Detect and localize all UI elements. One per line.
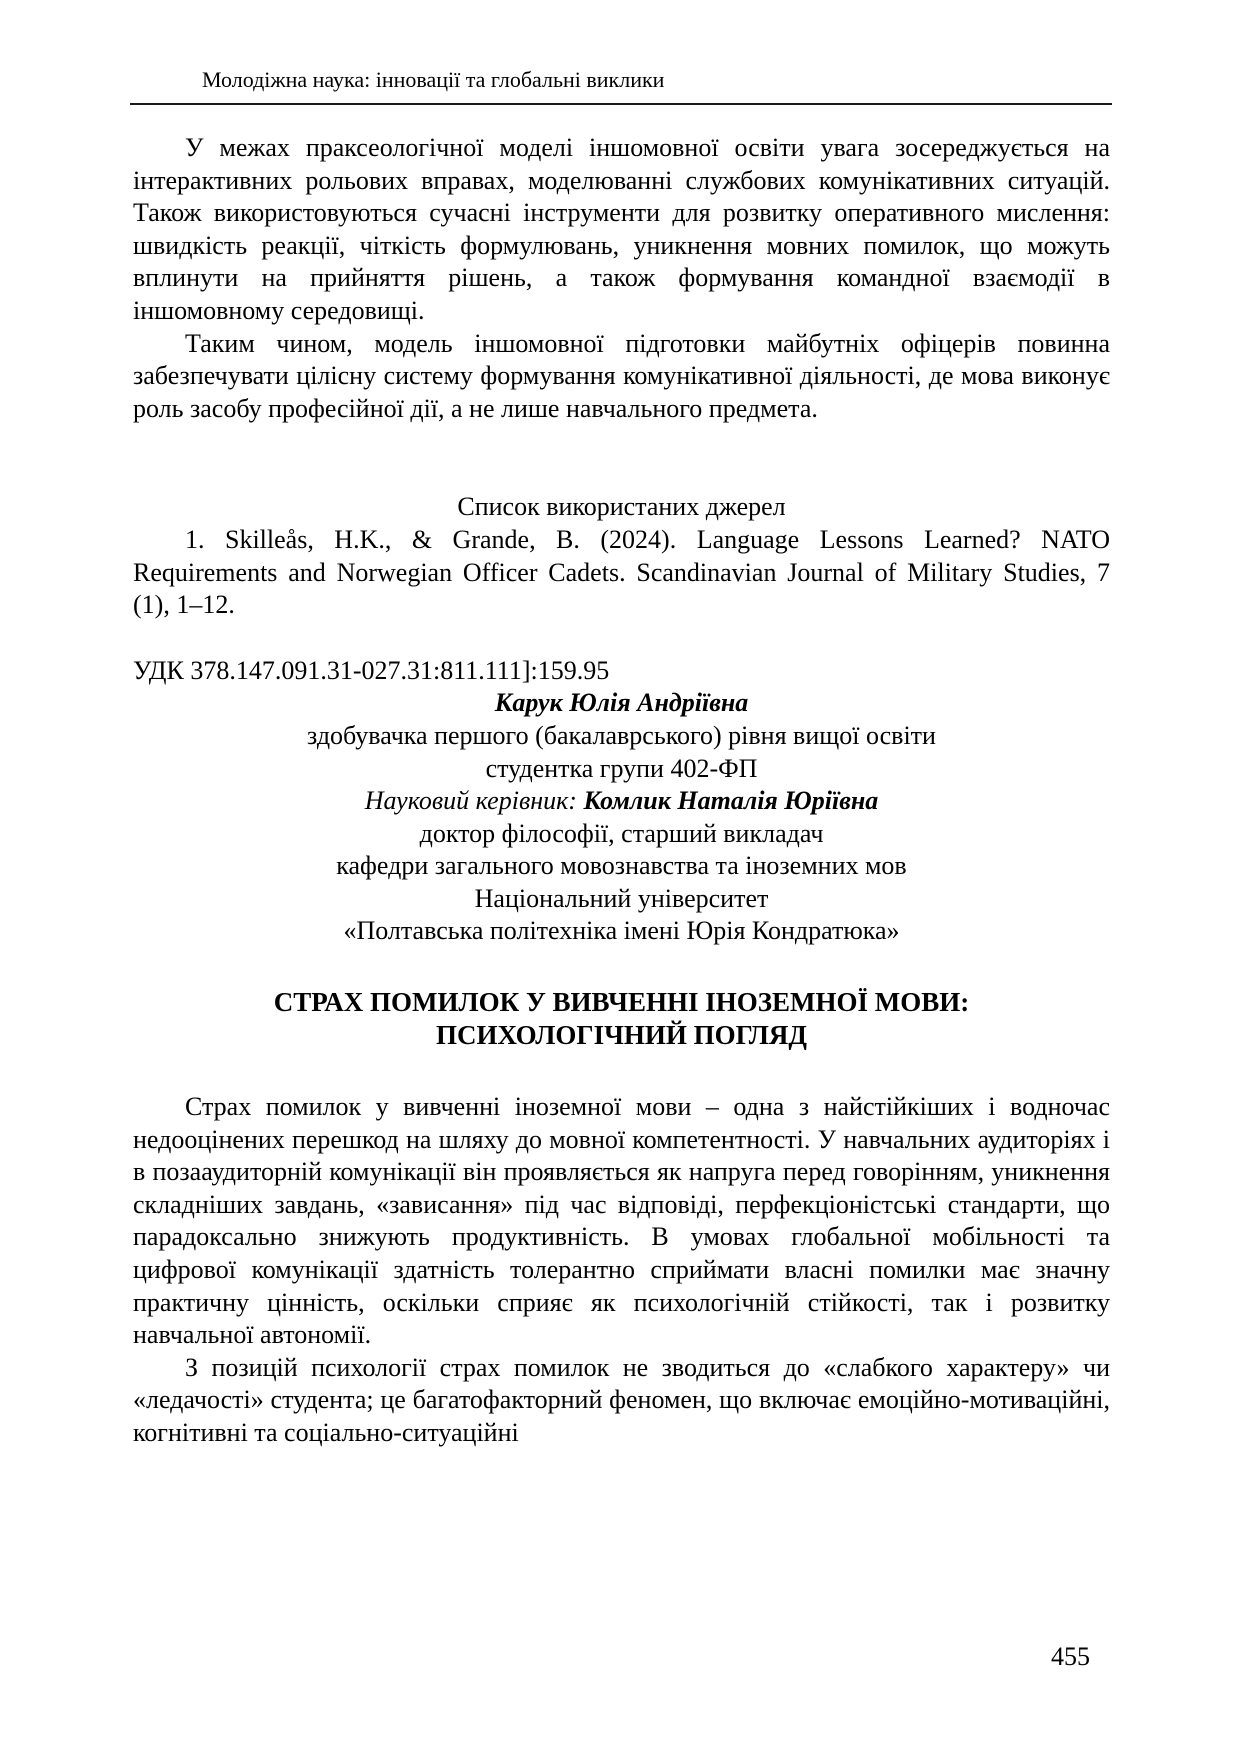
page-number: 455 — [1051, 1642, 1090, 1671]
advisor-line — [133, 785, 1110, 818]
body-paragraph: З позицій психології страх помилок не зводиться до «слабкого характеру» чи «ледачості» студента; це багатофакторний феномен, що включає емоційно-мотиваційні, когнітивні та соціально-ситуаційні — [133, 1352, 1110, 1447]
body-paragraph: У межах праксеологічної моделі іншомовної освіти увага зосереджується на інтерактивних рольових вправах, моделюванні службових комунікативних ситуацій. Також використовуються сучасні інструменти для розвитку оперативного мислення: швидкість реакції, чіткість формулювань, уникнення мовних помилок, що можуть вплинути на прийняття рішень, а також формування командної взаємодії в іншомовному середовищі. — [133, 133, 1110, 325]
advisor-label: Науковий керівник: — [364, 786, 584, 816]
reference-item: 1. Skilleås, H.K., & Grande, B. (2024). Language Lessons Learned? NATO Requirements and Norwegian Officer Cadets. Scandinavian Journal of Military Studies, 7 (1), 1–12. — [133, 524, 1110, 620]
advisor-degree-line: доктор філософії, старший викладач — [419, 818, 824, 848]
udc-line: УДК 378.147.091.31-027.31:811.111]:159.95 — [133, 655, 610, 685]
body-paragraph: Страх помилок у вивченні іноземної мови – одна з найстійкіших і водночас недооцінених перешкод на шляху до мовної компетентності. У навчальних аудиторіях і в позааудиторній комунікації він проявляється як напруга перед говорінням, уникнення складніших завдань, «зависання» під час відповіді, перфекціоністські стандарти, що парадоксально знижують продуктивність. В умовах глобальної мобільності та цифрової комунікації здатність толерантно сприймати власні помилки має значну практичну цінність, оскільки сприяє як психологічній стійкості, так і розвитку навчальної автономії. — [133, 1092, 1110, 1350]
article-title-line-2: ПСИХОЛОГІЧНИЙ ПОГЛЯД — [436, 1020, 807, 1051]
advisor-name: Комлик Наталія Юріївна — [583, 786, 879, 816]
page-header — [130, 66, 1112, 113]
page-body — [133, 132, 1110, 1450]
author-group-line: студентка групи 402-ФП — [485, 753, 758, 783]
university-line-1: Національний університет — [474, 883, 769, 913]
body-paragraph: Таким чином, модель іншомовної підготовки майбутніх офіцерів повинна забезпечувати цілісну систему формування комунікативної діяльності, де мова виконує роль засобу професійної дії, а не лише навчального предмета. — [133, 328, 1110, 423]
advisor-department-line: кафедри загального мовознавства та іноземних мов — [336, 851, 907, 881]
university-line-2: «Полтавська політехніка імені Юрія Кондратюка» — [343, 916, 900, 946]
author-role-line: здобувачка першого (бакалаврського) рівня вищої освіти — [307, 720, 936, 750]
references-heading: Список використаних джерел — [457, 492, 786, 522]
header-rule — [130, 103, 1112, 105]
article-title-line-1: СТРАХ ПОМИЛОК У ВИВЧЕННІ ІНОЗЕМНОЇ МОВИ: — [273, 987, 970, 1018]
author-name: Карук Юлія Андріївна — [494, 688, 749, 718]
running-header-title: Молодіжна наука: інновації та глобальні виклики — [202, 67, 665, 92]
